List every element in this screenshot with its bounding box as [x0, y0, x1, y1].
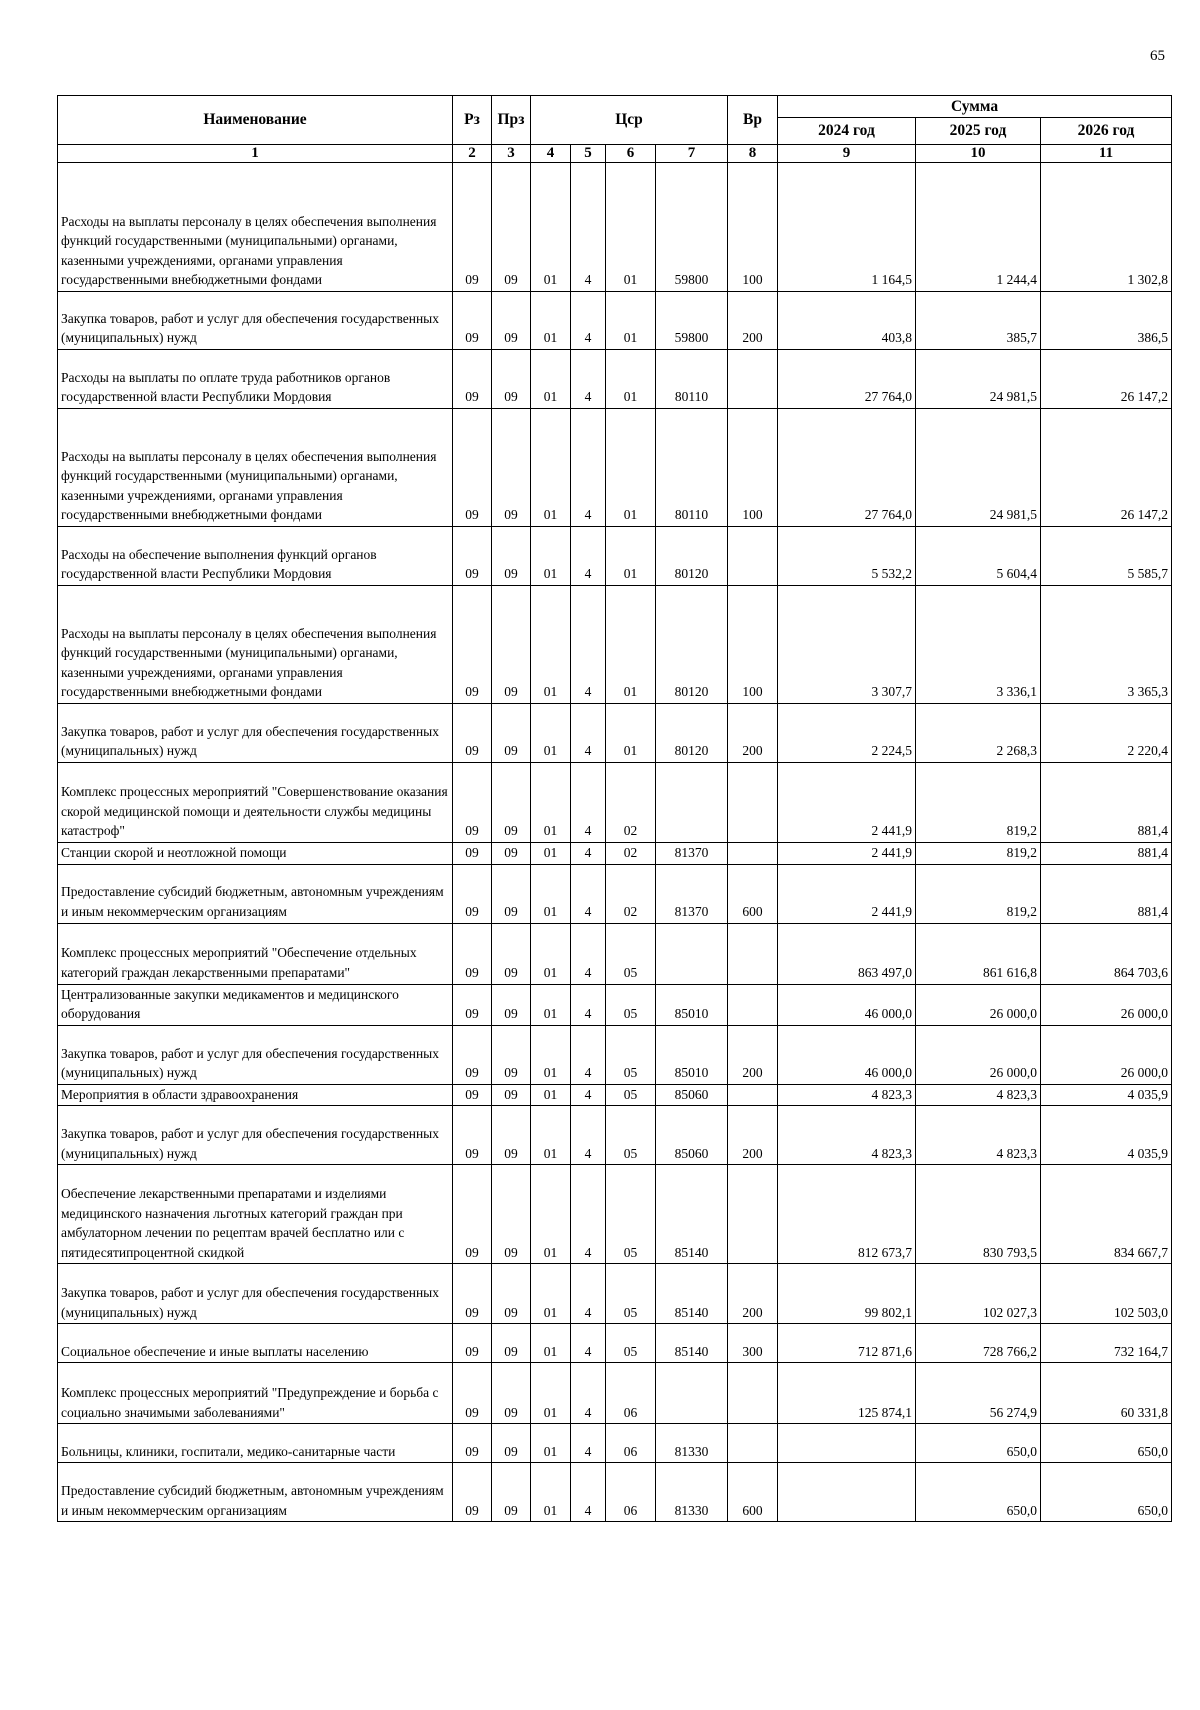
row-amount-2024: 2 441,9	[778, 864, 916, 923]
row-amount-2025: 2 268,3	[916, 704, 1041, 763]
row-csr-type: 4	[571, 1025, 606, 1084]
row-csr-program: 01	[531, 409, 571, 527]
row-amount-2024: 46 000,0	[778, 984, 916, 1025]
row-csr-type: 4	[571, 923, 606, 984]
row-csr-program: 01	[531, 1463, 571, 1522]
row-csr-direction: 81330	[656, 1424, 728, 1463]
column-number-row	[58, 145, 1172, 163]
column-number: 11	[1041, 145, 1172, 163]
row-csr-complex: 05	[606, 1084, 656, 1106]
row-csr-complex: 05	[606, 984, 656, 1025]
row-amount-2026: 4 035,9	[1041, 1084, 1172, 1106]
row-amount-2025: 830 793,5	[916, 1165, 1041, 1264]
row-vr: 600	[728, 864, 778, 923]
row-amount-2026: 1 302,8	[1041, 163, 1172, 292]
row-amount-2026: 864 703,6	[1041, 923, 1172, 984]
row-name: Расходы на выплаты персоналу в целях обеспечения выполнения функций государственными (муниципальными) органами, казенными учреждениями, органами управления государственными внебюджетными фондами	[58, 586, 453, 704]
column-number: 3	[492, 145, 531, 163]
row-csr-complex: 05	[606, 1324, 656, 1363]
row-csr-direction: 85060	[656, 1084, 728, 1106]
row-amount-2024: 99 802,1	[778, 1264, 916, 1324]
row-amount-2025: 26 000,0	[916, 984, 1041, 1025]
header-year-2026: 2026 год	[1041, 118, 1172, 145]
row-amount-2026: 102 503,0	[1041, 1264, 1172, 1324]
row-amount-2024: 863 497,0	[778, 923, 916, 984]
row-name: Обеспечение лекарственными препаратами и изделиями медицинского назначения льготных категорий граждан при амбулаторном лечении по рецептам врачей бесплатно или с пятидесятипроцентной скидкой	[58, 1165, 453, 1264]
column-number: 2	[453, 145, 492, 163]
row-prz: 09	[492, 1165, 531, 1264]
column-number: 9	[778, 145, 916, 163]
table-row	[58, 1084, 1172, 1106]
row-amount-2025: 819,2	[916, 763, 1041, 843]
row-vr: 300	[728, 1324, 778, 1363]
row-name: Социальное обеспечение и иные выплаты населению	[58, 1324, 453, 1363]
row-name: Мероприятия в области здравоохранения	[58, 1084, 453, 1106]
row-csr-type: 4	[571, 527, 606, 586]
row-csr-program: 01	[531, 1424, 571, 1463]
row-prz: 09	[492, 984, 531, 1025]
row-prz: 09	[492, 350, 531, 409]
row-amount-2026: 2 220,4	[1041, 704, 1172, 763]
table-row	[58, 409, 1172, 527]
row-amount-2024	[778, 1463, 916, 1522]
row-amount-2026: 26 147,2	[1041, 409, 1172, 527]
row-csr-complex: 02	[606, 843, 656, 865]
row-rz: 09	[453, 586, 492, 704]
row-name: Расходы на обеспечение выполнения функций органов государственной власти Республики Мордовия	[58, 527, 453, 586]
header-rz: Рз	[453, 96, 492, 145]
row-rz: 09	[453, 1264, 492, 1324]
row-csr-direction: 85010	[656, 1025, 728, 1084]
row-csr-direction: 85140	[656, 1264, 728, 1324]
table-row	[58, 1264, 1172, 1324]
row-csr-complex: 05	[606, 1264, 656, 1324]
row-vr	[728, 1165, 778, 1264]
header-vr: Вр	[728, 96, 778, 145]
row-amount-2024: 125 874,1	[778, 1363, 916, 1424]
row-rz: 09	[453, 292, 492, 350]
row-amount-2026: 60 331,8	[1041, 1363, 1172, 1424]
row-csr-direction: 81370	[656, 864, 728, 923]
table-row	[58, 864, 1172, 923]
row-amount-2024: 2 441,9	[778, 843, 916, 865]
row-vr: 100	[728, 163, 778, 292]
row-csr-direction	[656, 923, 728, 984]
row-csr-complex: 06	[606, 1363, 656, 1424]
row-csr-type: 4	[571, 1084, 606, 1106]
row-csr-direction: 80120	[656, 586, 728, 704]
row-csr-type: 4	[571, 350, 606, 409]
row-csr-program: 01	[531, 984, 571, 1025]
row-rz: 09	[453, 1106, 492, 1165]
row-csr-program: 01	[531, 1106, 571, 1165]
header-prz: Прз	[492, 96, 531, 145]
row-csr-type: 4	[571, 1106, 606, 1165]
row-amount-2024: 4 823,3	[778, 1106, 916, 1165]
row-csr-direction: 81370	[656, 843, 728, 865]
row-prz: 09	[492, 292, 531, 350]
row-csr-type: 4	[571, 864, 606, 923]
row-vr	[728, 1084, 778, 1106]
row-csr-type: 4	[571, 704, 606, 763]
row-rz: 09	[453, 350, 492, 409]
row-name: Расходы на выплаты персоналу в целях обеспечения выполнения функций государственными (муниципальными) органами, казенными учреждениями, органами управления государственными внебюджетными фондами	[58, 409, 453, 527]
row-amount-2026: 26 000,0	[1041, 984, 1172, 1025]
row-csr-complex: 05	[606, 1106, 656, 1165]
row-vr: 200	[728, 704, 778, 763]
row-amount-2026: 881,4	[1041, 843, 1172, 865]
table-row	[58, 763, 1172, 843]
row-amount-2024: 2 441,9	[778, 763, 916, 843]
header-name: Наименование	[58, 96, 453, 145]
row-name: Предоставление субсидий бюджетным, автономным учреждениям и иным некоммерческим организациям	[58, 864, 453, 923]
row-prz: 09	[492, 763, 531, 843]
row-csr-direction: 80110	[656, 350, 728, 409]
row-csr-direction: 85140	[656, 1165, 728, 1264]
row-csr-type: 4	[571, 409, 606, 527]
row-amount-2025: 650,0	[916, 1424, 1041, 1463]
table-row	[58, 1463, 1172, 1522]
row-prz: 09	[492, 1363, 531, 1424]
row-vr	[728, 843, 778, 865]
row-amount-2026: 3 365,3	[1041, 586, 1172, 704]
row-csr-type: 4	[571, 984, 606, 1025]
row-csr-complex: 05	[606, 1165, 656, 1264]
row-csr-type: 4	[571, 1165, 606, 1264]
row-amount-2026: 732 164,7	[1041, 1324, 1172, 1363]
row-csr-program: 01	[531, 704, 571, 763]
header-year-2025: 2025 год	[916, 118, 1041, 145]
row-rz: 09	[453, 1025, 492, 1084]
row-rz: 09	[453, 1084, 492, 1106]
row-csr-direction: 85140	[656, 1324, 728, 1363]
row-vr	[728, 923, 778, 984]
row-amount-2024: 812 673,7	[778, 1165, 916, 1264]
row-csr-complex: 05	[606, 923, 656, 984]
row-amount-2025: 861 616,8	[916, 923, 1041, 984]
table-row	[58, 1106, 1172, 1165]
row-csr-complex: 06	[606, 1424, 656, 1463]
row-csr-complex: 01	[606, 527, 656, 586]
row-rz: 09	[453, 864, 492, 923]
table-row	[58, 1025, 1172, 1084]
row-prz: 09	[492, 527, 531, 586]
row-csr-direction	[656, 1363, 728, 1424]
row-prz: 09	[492, 1025, 531, 1084]
row-csr-direction: 59800	[656, 163, 728, 292]
column-number: 8	[728, 145, 778, 163]
row-csr-program: 01	[531, 864, 571, 923]
row-amount-2026: 26 000,0	[1041, 1025, 1172, 1084]
row-csr-complex: 06	[606, 1463, 656, 1522]
row-prz: 09	[492, 1084, 531, 1106]
row-amount-2026: 650,0	[1041, 1463, 1172, 1522]
row-csr-type: 4	[571, 1424, 606, 1463]
row-csr-type: 4	[571, 292, 606, 350]
row-amount-2024: 46 000,0	[778, 1025, 916, 1084]
row-name: Расходы на выплаты персоналу в целях обеспечения выполнения функций государственными (муниципальными) органами, казенными учреждениями, органами управления государственными внебюджетными фондами	[58, 163, 453, 292]
table-row	[58, 527, 1172, 586]
row-rz: 09	[453, 763, 492, 843]
row-csr-program: 01	[531, 843, 571, 865]
table-row	[58, 1165, 1172, 1264]
column-number: 7	[656, 145, 728, 163]
table-row	[58, 1363, 1172, 1424]
table-header	[58, 96, 1172, 163]
row-amount-2024: 27 764,0	[778, 409, 916, 527]
header-csr: Цср	[531, 96, 728, 145]
row-csr-type: 4	[571, 1463, 606, 1522]
table-row	[58, 350, 1172, 409]
row-rz: 09	[453, 1165, 492, 1264]
row-name: Закупка товаров, работ и услуг для обеспечения государственных (муниципальных) нужд	[58, 704, 453, 763]
row-name: Комплекс процессных мероприятий "Совершенствование оказания скорой медицинской помощи и деятельности службы медицины катастроф"	[58, 763, 453, 843]
table-row	[58, 292, 1172, 350]
row-amount-2024: 2 224,5	[778, 704, 916, 763]
row-amount-2026: 650,0	[1041, 1424, 1172, 1463]
row-rz: 09	[453, 704, 492, 763]
row-amount-2025: 650,0	[916, 1463, 1041, 1522]
row-name: Централизованные закупки медикаментов и медицинского оборудования	[58, 984, 453, 1025]
row-rz: 09	[453, 984, 492, 1025]
row-csr-type: 4	[571, 1264, 606, 1324]
row-amount-2025: 24 981,5	[916, 409, 1041, 527]
row-rz: 09	[453, 163, 492, 292]
row-csr-program: 01	[531, 350, 571, 409]
row-csr-program: 01	[531, 586, 571, 704]
row-csr-program: 01	[531, 1025, 571, 1084]
row-csr-program: 01	[531, 1084, 571, 1106]
row-vr	[728, 1424, 778, 1463]
table-row	[58, 1424, 1172, 1463]
table-row	[58, 843, 1172, 865]
row-vr: 100	[728, 586, 778, 704]
row-name: Комплекс процессных мероприятий "Предупреждение и борьба с социально значимыми заболеваниями"	[58, 1363, 453, 1424]
column-number: 10	[916, 145, 1041, 163]
row-vr	[728, 984, 778, 1025]
row-csr-complex: 02	[606, 763, 656, 843]
row-csr-direction: 80120	[656, 704, 728, 763]
row-amount-2026: 26 147,2	[1041, 350, 1172, 409]
row-prz: 09	[492, 843, 531, 865]
row-csr-complex: 01	[606, 409, 656, 527]
row-vr: 200	[728, 1264, 778, 1324]
row-amount-2025: 819,2	[916, 843, 1041, 865]
table-row	[58, 586, 1172, 704]
row-prz: 09	[492, 1324, 531, 1363]
row-csr-complex: 01	[606, 586, 656, 704]
row-name: Комплекс процессных мероприятий "Обеспечение отдельных категорий граждан лекарственными препаратами"	[58, 923, 453, 984]
row-prz: 09	[492, 1424, 531, 1463]
row-name: Закупка товаров, работ и услуг для обеспечения государственных (муниципальных) нужд	[58, 1025, 453, 1084]
row-prz: 09	[492, 409, 531, 527]
row-amount-2026: 834 667,7	[1041, 1165, 1172, 1264]
row-csr-type: 4	[571, 163, 606, 292]
row-vr	[728, 350, 778, 409]
row-csr-program: 01	[531, 923, 571, 984]
row-csr-direction: 80120	[656, 527, 728, 586]
table-row	[58, 984, 1172, 1025]
row-vr: 200	[728, 1106, 778, 1165]
row-name: Больницы, клиники, госпитали, медико-санитарные части	[58, 1424, 453, 1463]
table-body	[58, 163, 1172, 1522]
row-csr-direction: 85010	[656, 984, 728, 1025]
row-rz: 09	[453, 527, 492, 586]
row-prz: 09	[492, 163, 531, 292]
row-vr: 200	[728, 292, 778, 350]
row-amount-2025: 102 027,3	[916, 1264, 1041, 1324]
row-vr: 100	[728, 409, 778, 527]
row-prz: 09	[492, 586, 531, 704]
row-vr: 200	[728, 1025, 778, 1084]
column-number: 4	[531, 145, 571, 163]
row-amount-2025: 5 604,4	[916, 527, 1041, 586]
row-vr	[728, 1363, 778, 1424]
header-year-2024: 2024 год	[778, 118, 916, 145]
row-amount-2026: 881,4	[1041, 864, 1172, 923]
row-amount-2026: 4 035,9	[1041, 1106, 1172, 1165]
row-amount-2024: 3 307,7	[778, 586, 916, 704]
row-amount-2026: 881,4	[1041, 763, 1172, 843]
row-amount-2025: 728 766,2	[916, 1324, 1041, 1363]
row-csr-program: 01	[531, 292, 571, 350]
column-number: 1	[58, 145, 453, 163]
table-row	[58, 704, 1172, 763]
row-rz: 09	[453, 1363, 492, 1424]
row-csr-complex: 01	[606, 704, 656, 763]
row-csr-direction: 81330	[656, 1463, 728, 1522]
row-rz: 09	[453, 923, 492, 984]
row-amount-2024: 1 164,5	[778, 163, 916, 292]
row-prz: 09	[492, 923, 531, 984]
row-amount-2026: 5 585,7	[1041, 527, 1172, 586]
row-name: Расходы на выплаты по оплате труда работников органов государственной власти Республики Мордовия	[58, 350, 453, 409]
row-amount-2025: 385,7	[916, 292, 1041, 350]
row-vr	[728, 527, 778, 586]
row-amount-2025: 4 823,3	[916, 1084, 1041, 1106]
row-prz: 09	[492, 1264, 531, 1324]
row-csr-program: 01	[531, 1363, 571, 1424]
row-csr-direction: 80110	[656, 409, 728, 527]
row-csr-direction: 59800	[656, 292, 728, 350]
row-amount-2025: 4 823,3	[916, 1106, 1041, 1165]
row-csr-program: 01	[531, 527, 571, 586]
table-row	[58, 1324, 1172, 1363]
row-csr-type: 4	[571, 763, 606, 843]
row-rz: 09	[453, 1324, 492, 1363]
row-csr-complex: 01	[606, 350, 656, 409]
row-csr-program: 01	[531, 1264, 571, 1324]
row-rz: 09	[453, 1463, 492, 1522]
row-amount-2024: 712 871,6	[778, 1324, 916, 1363]
row-csr-complex: 05	[606, 1025, 656, 1084]
row-rz: 09	[453, 1424, 492, 1463]
row-csr-complex: 01	[606, 163, 656, 292]
row-amount-2025: 24 981,5	[916, 350, 1041, 409]
row-prz: 09	[492, 1106, 531, 1165]
row-amount-2024: 5 532,2	[778, 527, 916, 586]
row-csr-type: 4	[571, 1324, 606, 1363]
page-number: 65	[1150, 48, 1165, 64]
row-csr-direction: 85060	[656, 1106, 728, 1165]
row-csr-type: 4	[571, 586, 606, 704]
row-name: Закупка товаров, работ и услуг для обеспечения государственных (муниципальных) нужд	[58, 292, 453, 350]
row-amount-2025: 56 274,9	[916, 1363, 1041, 1424]
row-csr-program: 01	[531, 1324, 571, 1363]
column-number: 6	[606, 145, 656, 163]
header-sum: Сумма	[778, 96, 1172, 118]
row-amount-2025: 3 336,1	[916, 586, 1041, 704]
row-name: Станции скорой и неотложной помощи	[58, 843, 453, 865]
row-vr: 600	[728, 1463, 778, 1522]
row-name: Закупка товаров, работ и услуг для обеспечения государственных (муниципальных) нужд	[58, 1264, 453, 1324]
row-rz: 09	[453, 409, 492, 527]
row-csr-complex: 01	[606, 292, 656, 350]
row-csr-program: 01	[531, 763, 571, 843]
column-number: 5	[571, 145, 606, 163]
row-prz: 09	[492, 704, 531, 763]
row-amount-2025: 1 244,4	[916, 163, 1041, 292]
row-csr-complex: 02	[606, 864, 656, 923]
table-row	[58, 923, 1172, 984]
row-name: Предоставление субсидий бюджетным, автономным учреждениям и иным некоммерческим организациям	[58, 1463, 453, 1522]
row-name: Закупка товаров, работ и услуг для обеспечения государственных (муниципальных) нужд	[58, 1106, 453, 1165]
row-amount-2024: 27 764,0	[778, 350, 916, 409]
row-csr-program: 01	[531, 163, 571, 292]
budget-table	[57, 95, 1172, 1522]
row-csr-type: 4	[571, 843, 606, 865]
row-amount-2024	[778, 1424, 916, 1463]
row-vr	[728, 763, 778, 843]
row-rz: 09	[453, 843, 492, 865]
row-amount-2026: 386,5	[1041, 292, 1172, 350]
table-row	[58, 163, 1172, 292]
row-amount-2025: 819,2	[916, 864, 1041, 923]
row-amount-2024: 403,8	[778, 292, 916, 350]
row-amount-2024: 4 823,3	[778, 1084, 916, 1106]
row-amount-2025: 26 000,0	[916, 1025, 1041, 1084]
row-csr-program: 01	[531, 1165, 571, 1264]
row-csr-direction	[656, 763, 728, 843]
row-prz: 09	[492, 1463, 531, 1522]
row-csr-type: 4	[571, 1363, 606, 1424]
row-prz: 09	[492, 864, 531, 923]
